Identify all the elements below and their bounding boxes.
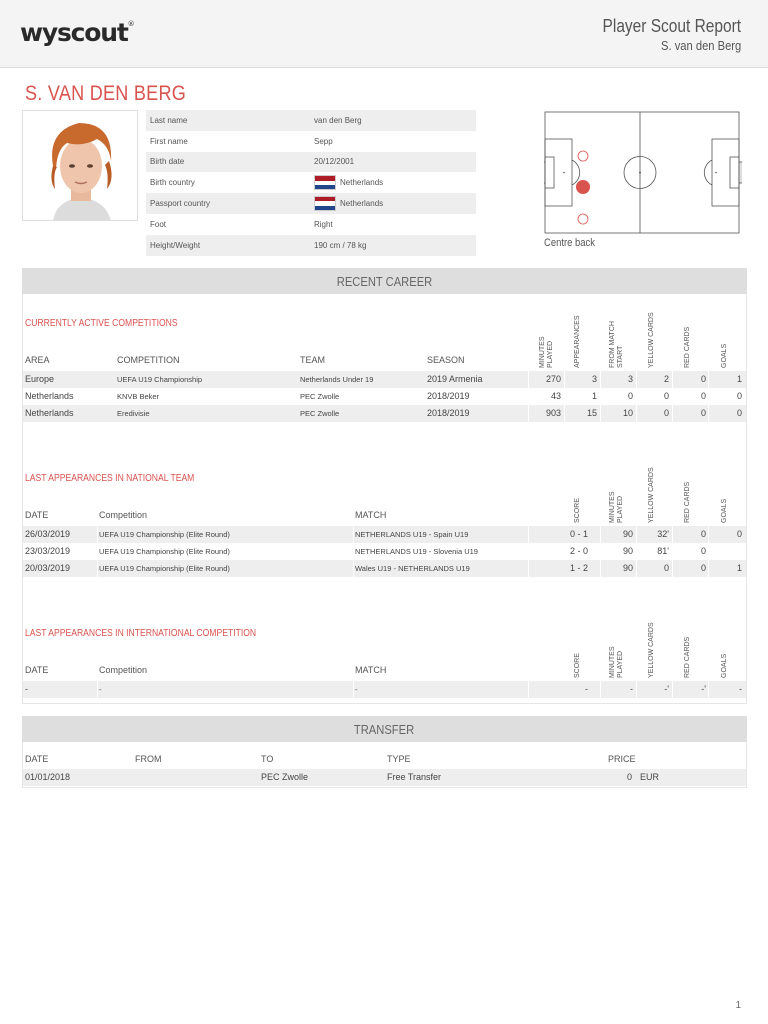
netherlands-flag-icon [314, 175, 336, 190]
match-stat: 0 [700, 529, 706, 539]
career-row [23, 388, 746, 405]
column-divider [600, 388, 601, 405]
logo-text: wyscout [20, 18, 128, 47]
stat-header-line: RED CARDS [684, 326, 691, 368]
info-row [146, 172, 476, 193]
stat-header [721, 654, 729, 678]
position-marker-primary [576, 180, 590, 194]
match-stat: 32' [657, 529, 669, 539]
match-date: 23/03/2019 [25, 546, 71, 556]
career-row [23, 371, 746, 388]
column-divider [97, 526, 98, 543]
info-value: Right [314, 219, 333, 229]
match-date: 20/03/2019 [25, 563, 71, 573]
match-competition: UEFA U19 Championship (Elite Round) [99, 547, 230, 556]
column-divider [600, 526, 601, 543]
match-stat: 1 [736, 563, 742, 573]
column-divider [600, 681, 601, 698]
info-value: van den Berg [314, 115, 362, 125]
match-stat: 0 [663, 563, 669, 573]
info-label: Passport country [150, 199, 211, 209]
int-match-header: MATCH [355, 665, 387, 675]
report-header [0, 0, 768, 68]
career-competition: UEFA U19 Championship [117, 375, 203, 384]
stat-header-line: APPEARANCES [574, 315, 581, 368]
match-stat: 90 [622, 529, 633, 539]
player-info-table [146, 110, 476, 256]
info-label: First name [150, 136, 188, 146]
career-stat: 0 [700, 374, 706, 384]
info-value: 20/12/2001 [314, 157, 355, 167]
netherlands-flag-icon [314, 196, 336, 211]
stat-header [684, 327, 692, 368]
column-divider [564, 388, 565, 405]
column-divider [708, 681, 709, 698]
transfer-from-header: FROM [135, 754, 162, 764]
nt-match-header: MATCH [355, 510, 387, 520]
career-season: 2019 Armenia [427, 374, 483, 384]
match-name: Wales U19 - NETHERLANDS U19 [355, 564, 470, 573]
match-stat: 90 [622, 546, 633, 556]
info-label: Height/Weight [150, 240, 201, 250]
career-stat: 10 [622, 408, 633, 418]
stat-header-line: YELLOW CARDS [648, 622, 655, 678]
stat-header-line: FROM MATCH [609, 321, 616, 368]
stat-header [648, 312, 656, 368]
column-divider [600, 405, 601, 422]
active-competitions-title: CURRENTLY ACTIVE COMPETITIONS [25, 318, 178, 329]
transfer-date-header: DATE [25, 754, 49, 764]
career-stat: 0 [627, 391, 633, 401]
info-row [146, 110, 476, 131]
career-season: 2018/2019 [427, 391, 470, 401]
career-team: Netherlands Under 19 [300, 375, 374, 384]
stat-header-line: SCORE [574, 653, 581, 678]
career-area: Europe [25, 374, 55, 384]
column-divider [600, 371, 601, 388]
stat-header-line: START [617, 345, 624, 368]
info-value: Netherlands [340, 178, 384, 188]
career-stat: 3 [591, 374, 597, 384]
logo-registered-mark: ® [127, 20, 135, 28]
stat-header-line: GOALS [721, 653, 728, 678]
match-stat: 0 [700, 563, 706, 573]
pitch-diagram [544, 111, 742, 234]
column-divider [708, 388, 709, 405]
stat-header [648, 467, 656, 523]
stat-header-line: GOALS [721, 343, 728, 368]
career-stat: 903 [545, 408, 561, 418]
match-stat: -' [664, 684, 669, 694]
column-divider [672, 526, 673, 543]
match-stat: 90 [622, 563, 633, 573]
career-stat: 2 [663, 374, 669, 384]
column-divider [636, 526, 637, 543]
career-stat: 1 [591, 391, 597, 401]
column-divider [636, 388, 637, 405]
stat-header [609, 321, 625, 368]
player-photo-illustration [23, 111, 138, 221]
player-photo [22, 110, 138, 221]
match-name: NETHERLANDS U19 - Slovenia U19 [355, 547, 478, 556]
column-divider [708, 543, 709, 560]
column-divider [528, 405, 529, 422]
stat-header [609, 492, 625, 524]
recent-career-title: RECENT CAREER [336, 273, 433, 289]
career-stat: 0 [663, 391, 669, 401]
info-row [146, 131, 476, 152]
stat-header-line: MINUTES [539, 336, 546, 368]
match-competition: UEFA U19 Championship (Elite Round) [99, 564, 230, 573]
column-divider [528, 526, 529, 543]
stat-header [539, 337, 555, 369]
match-competition: - [99, 685, 102, 694]
stat-header [574, 498, 582, 523]
column-divider [672, 560, 673, 577]
team-header: TEAM [300, 355, 326, 365]
career-stat: 270 [545, 374, 561, 384]
match-stat: 81' [657, 546, 669, 556]
column-divider [636, 681, 637, 698]
position-label: Centre back [544, 237, 596, 249]
column-divider [353, 526, 354, 543]
column-divider [672, 543, 673, 560]
career-stat: 3 [627, 374, 633, 384]
stat-header [721, 499, 729, 523]
position-marker-secondary [578, 151, 588, 161]
nt-date-header: DATE [25, 510, 49, 520]
info-row [146, 152, 476, 173]
match-row [23, 526, 746, 543]
season-header: SEASON [427, 355, 465, 365]
recent-career-bar [22, 268, 747, 294]
info-row [146, 235, 476, 256]
stat-header-line: RED CARDS [684, 481, 691, 523]
info-value: Sepp [314, 136, 333, 146]
match-name: NETHERLANDS U19 - Spain U19 [355, 530, 469, 539]
column-divider [564, 405, 565, 422]
match-date: 26/03/2019 [25, 529, 71, 539]
column-divider [636, 560, 637, 577]
career-stat: 0 [700, 391, 706, 401]
column-divider [353, 543, 354, 560]
match-competition: UEFA U19 Championship (Elite Round) [99, 530, 230, 539]
transfer-date: 01/01/2018 [25, 772, 71, 782]
wyscout-logo[interactable] [20, 18, 135, 47]
info-label: Last name [150, 115, 188, 125]
column-divider [636, 405, 637, 422]
national-team-title: LAST APPEARANCES IN NATIONAL TEAM [25, 473, 195, 484]
career-stat: 1 [736, 374, 742, 384]
match-stat: - [630, 684, 633, 694]
page-number: 1 [735, 1000, 741, 1011]
match-row [23, 560, 746, 577]
column-divider [708, 371, 709, 388]
column-divider [353, 560, 354, 577]
career-competition: Eredivisie [117, 409, 150, 418]
competition-header: COMPETITION [117, 355, 180, 365]
info-row [146, 214, 476, 235]
info-label: Foot [150, 219, 167, 229]
transfer-row [23, 769, 746, 786]
stat-header-line: MINUTES [609, 646, 616, 678]
stat-header-line: PLAYED [617, 650, 624, 678]
report-title: Player Scout Report [602, 16, 741, 36]
transfer-type-header: TYPE [387, 754, 411, 764]
career-season: 2018/2019 [427, 408, 470, 418]
career-stat: 0 [663, 408, 669, 418]
stat-header-line: PLAYED [617, 495, 624, 523]
int-competition-header: Competition [99, 665, 148, 675]
career-stat: 43 [550, 391, 561, 401]
career-team: PEC Zwolle [300, 392, 340, 401]
stat-header-line: YELLOW CARDS [648, 312, 655, 368]
column-divider [708, 526, 709, 543]
column-divider [708, 405, 709, 422]
info-value-cell [314, 241, 366, 250]
stat-header-line: GOALS [721, 498, 728, 523]
column-divider [708, 560, 709, 577]
info-value-cell [314, 116, 362, 125]
info-value-cell [314, 175, 383, 190]
stat-header [609, 647, 625, 679]
column-divider [528, 560, 529, 577]
career-stat: 0 [736, 408, 742, 418]
transfer-type: Free Transfer [387, 772, 442, 782]
match-row [23, 543, 746, 560]
stat-header [574, 653, 582, 678]
column-divider [528, 388, 529, 405]
career-competition: KNVB Beker [117, 392, 160, 401]
match-row [23, 681, 746, 698]
international-title: LAST APPEARANCES IN INTERNATIONAL COMPETITION [25, 628, 257, 639]
stat-header-line: SCORE [574, 498, 581, 523]
match-stat: -' [701, 684, 706, 694]
match-stat: - [739, 684, 742, 694]
column-divider [97, 560, 98, 577]
stat-header-line: YELLOW CARDS [648, 467, 655, 523]
column-divider [528, 681, 529, 698]
match-stat: 1 - 2 [569, 563, 588, 573]
nt-competition-header: Competition [99, 510, 148, 520]
column-divider [600, 543, 601, 560]
info-value-cell [314, 137, 333, 146]
transfer-bar [22, 716, 747, 742]
column-divider [672, 388, 673, 405]
column-divider [672, 681, 673, 698]
career-area: Netherlands [25, 408, 74, 418]
int-date-header: DATE [25, 665, 49, 675]
career-stat: 0 [736, 391, 742, 401]
column-divider [97, 543, 98, 560]
info-row [146, 193, 476, 214]
stat-header-line: RED CARDS [684, 636, 691, 678]
career-row [23, 405, 746, 422]
info-label: Birth country [150, 178, 195, 188]
transfer-title: TRANSFER [354, 721, 415, 737]
career-stat: 15 [586, 408, 597, 418]
column-divider [97, 681, 98, 698]
column-divider [636, 543, 637, 560]
match-stat: 0 [700, 546, 706, 556]
stat-header [648, 622, 656, 678]
info-value-cell [314, 157, 354, 166]
match-stat: 0 [736, 529, 742, 539]
column-divider [353, 681, 354, 698]
match-name: - [355, 685, 358, 694]
column-divider [672, 405, 673, 422]
column-divider [564, 371, 565, 388]
stat-header [721, 344, 729, 368]
match-stat: 2 - 0 [569, 546, 588, 556]
column-divider [600, 560, 601, 577]
info-value-cell [314, 220, 333, 229]
career-area: Netherlands [25, 391, 74, 401]
column-divider [672, 371, 673, 388]
info-value: 190 cm / 78 kg [314, 240, 367, 250]
stat-header [684, 637, 692, 678]
info-label: Birth date [150, 157, 185, 167]
column-divider [528, 371, 529, 388]
info-value: Netherlands [340, 199, 384, 209]
career-stat: 0 [700, 408, 706, 418]
stat-header-line: PLAYED [547, 340, 554, 368]
stat-header [684, 482, 692, 523]
position-pitch [544, 111, 742, 234]
info-value-cell [314, 196, 383, 211]
transfer-to-header: TO [261, 754, 274, 764]
stat-header-line: MINUTES [609, 491, 616, 523]
report-subtitle: S. van den Berg [660, 38, 741, 53]
match-stat: 0 - 1 [569, 529, 588, 539]
career-team: PEC Zwolle [300, 409, 340, 418]
column-divider [528, 543, 529, 560]
player-name: S. VAN DEN BERG [25, 82, 187, 105]
area-header: AREA [25, 355, 50, 365]
stat-header [574, 315, 582, 368]
match-stat: - [585, 684, 588, 694]
transfer-to: PEC Zwolle [261, 772, 309, 782]
position-marker-secondary [578, 214, 588, 224]
transfer-price: 0 [626, 772, 632, 782]
transfer-currency: EUR [640, 772, 660, 782]
transfer-price-header: PRICE [608, 754, 636, 764]
column-divider [636, 371, 637, 388]
match-date: - [25, 684, 28, 694]
